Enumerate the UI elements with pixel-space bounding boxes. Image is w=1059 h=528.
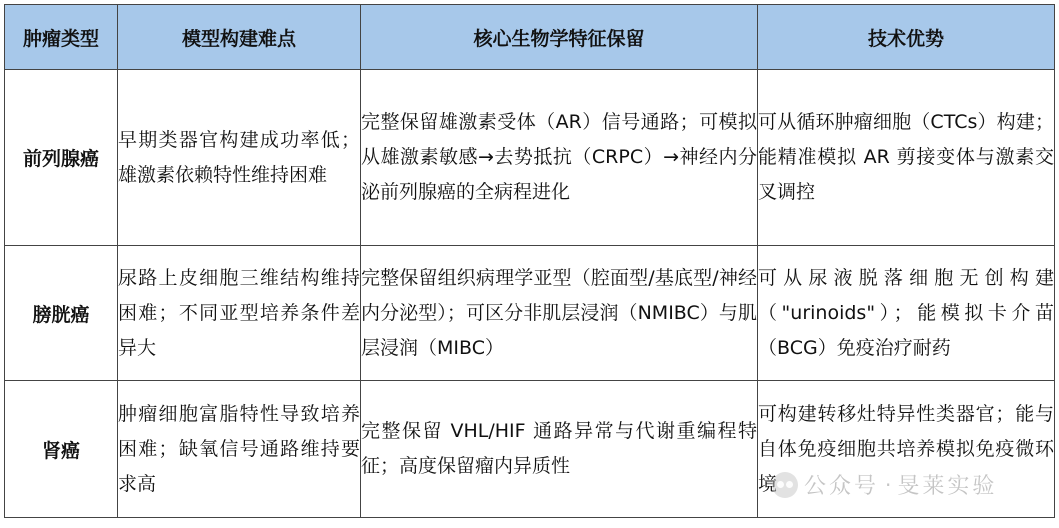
features-cell: 完整保留雄激素受体（AR）信号通路；可模拟从雄激素敏感→去势抵抗（CRPC）→神经内分泌前列腺癌的全病程进化 (361, 70, 758, 246)
table-row (5, 381, 1055, 518)
tumor-type-cell: 肾癌 (5, 381, 118, 518)
header-core-features: 核心生物学特征保留 (361, 5, 758, 70)
table-row (5, 70, 1055, 246)
header-tech-advantage: 技术优势 (758, 5, 1055, 70)
features-cell: 完整保留 VHL/HIF 通路异常与代谢重编程特征；高度保留瘤内异质性 (361, 381, 758, 518)
header-model-difficulty: 模型构建难点 (118, 5, 361, 70)
features-cell: 完整保留组织病理学亚型（腔面型/基底型/神经内分泌型）；可区分非肌层浸润（NMIBC）与肌层浸润（MIBC） (361, 246, 758, 381)
watermark-left: 公众号 (804, 474, 880, 499)
watermark-right: 旻莱实验 (897, 474, 998, 499)
advantage-cell: 可从尿液脱落细胞无创构建（"urinoids"）；能模拟卡介苗（BCG）免疫治疗耐药 (758, 246, 1055, 381)
comparison-table (4, 4, 1055, 518)
header-tumor-type: 肿瘤类型 (5, 5, 118, 70)
difficulty-cell: 肿瘤细胞富脂特性导致培养困难；缺氧信号通路维持要求高 (118, 381, 361, 518)
tumor-type-cell: 膀胱癌 (5, 246, 118, 381)
difficulty-cell: 尿路上皮细胞三维结构维持困难；不同亚型培养条件差异大 (118, 246, 361, 381)
tumor-type-cell: 前列腺癌 (5, 70, 118, 246)
difficulty-cell: 早期类器官构建成功率低；雄激素依赖特性维持困难 (118, 70, 361, 246)
watermark-separator: · (885, 472, 892, 497)
advantage-cell: 可构建转移灶特异性类器官；能与自体免疫细胞共培养模拟免疫微环境 (758, 381, 1055, 518)
header-row (5, 5, 1055, 70)
advantage-cell: 可从循环肿瘤细胞（CTCs）构建；能精准模拟 AR 剪接变体与激素交叉调控 (758, 70, 1055, 246)
table-row (5, 246, 1055, 381)
